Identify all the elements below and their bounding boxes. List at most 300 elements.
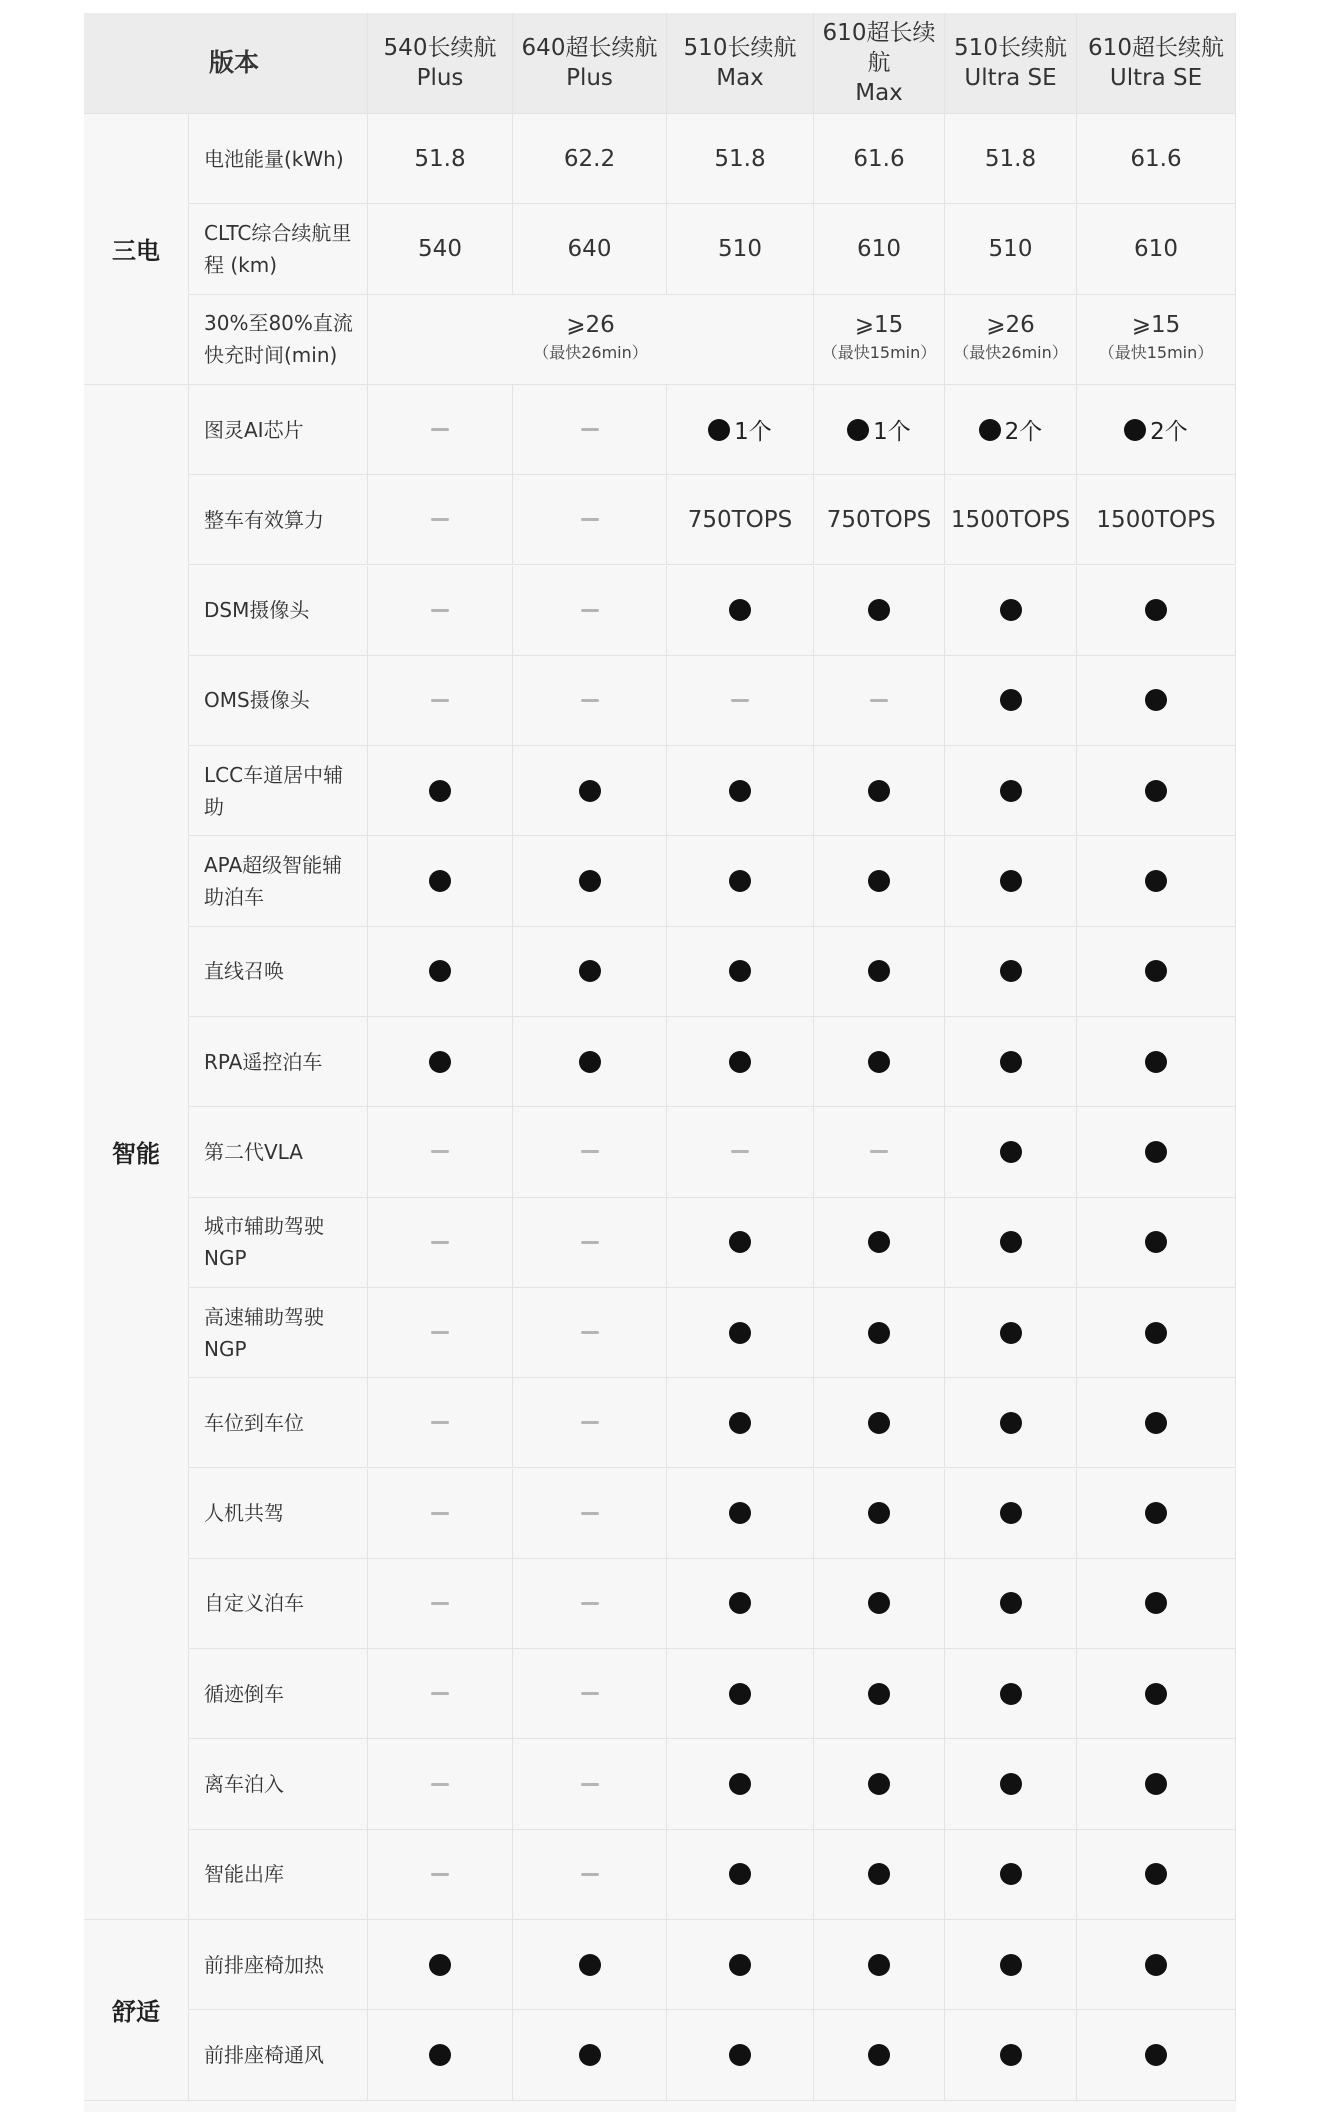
header-version-2 <box>513 13 667 114</box>
value-cell <box>513 1198 667 1288</box>
value-text: 750TOPS <box>826 506 932 533</box>
filled-dot-icon <box>579 870 601 892</box>
feature-name: 智能出库 <box>204 1862 284 1887</box>
value-text: 1500TOPS <box>1096 506 1216 533</box>
filled-dot-icon <box>868 1502 890 1524</box>
value-cell <box>1077 1739 1236 1829</box>
value-text: 61.6 <box>853 145 905 172</box>
filled-dot-icon <box>1000 1412 1022 1434</box>
value-cell <box>513 1378 667 1468</box>
filled-dot-icon <box>868 599 890 621</box>
value-cell <box>513 204 667 294</box>
category-3 <box>84 1920 189 2101</box>
filled-dot-icon <box>1145 870 1167 892</box>
filled-dot-icon <box>429 1051 451 1073</box>
value-stack <box>533 311 648 367</box>
filled-dot-icon <box>1145 1051 1167 1073</box>
value-cell <box>814 1920 945 2010</box>
value-cell <box>667 1288 814 1378</box>
feature-name: 电池能量(kWh) <box>204 146 344 171</box>
header-version-line1: 610超长续航 <box>1088 35 1224 61</box>
value-cell <box>1077 1830 1236 1920</box>
value-cell <box>667 566 814 656</box>
value-cell <box>513 746 667 836</box>
header-version-6 <box>1077 13 1236 114</box>
value-cell <box>667 1198 814 1288</box>
filled-dot-icon <box>868 1322 890 1344</box>
filled-dot-icon <box>868 1592 890 1614</box>
dash-icon <box>870 699 888 702</box>
filled-dot-icon <box>868 1051 890 1073</box>
value-cell <box>1077 836 1236 926</box>
value-cell <box>814 295 945 385</box>
dot-count-text: 2个 <box>1150 419 1188 446</box>
filled-dot-icon <box>868 780 890 802</box>
value-cell <box>368 1107 513 1197</box>
feature-label <box>189 1739 368 1829</box>
header-version-line2: Max <box>855 80 903 106</box>
header-version-line1: 640超长续航 <box>521 35 658 61</box>
value-cell <box>1077 1378 1236 1468</box>
dash-icon <box>431 1783 449 1786</box>
value-cell <box>945 1198 1077 1288</box>
filled-dot-icon <box>579 1051 601 1073</box>
value-cell <box>814 1378 945 1468</box>
dash-icon <box>431 609 449 612</box>
value-cell <box>368 1469 513 1559</box>
filled-dot-icon <box>868 2044 890 2066</box>
filled-dot-icon <box>1000 1322 1022 1344</box>
filled-dot-icon <box>1000 1502 1022 1524</box>
dash-icon <box>581 1602 599 1605</box>
feature-label <box>189 1559 368 1649</box>
dash-icon <box>581 1331 599 1334</box>
header-version-label-stack <box>954 33 1067 93</box>
feature-label <box>189 204 368 294</box>
category-1 <box>84 114 189 385</box>
value-cell <box>945 566 1077 656</box>
value-cell <box>368 385 513 475</box>
filled-dot-icon <box>1000 1231 1022 1253</box>
value-cell <box>368 1649 513 1739</box>
dot-count <box>979 413 1043 446</box>
dash-icon <box>581 1512 599 1515</box>
value-cell <box>945 836 1077 926</box>
feature-name: 第二代VLA <box>204 1139 303 1164</box>
value-cell <box>1077 1559 1236 1649</box>
value-cell <box>1077 475 1236 565</box>
feature-label <box>189 2010 368 2100</box>
category-name: 三电 <box>112 237 160 266</box>
filled-dot-icon <box>847 419 869 441</box>
header-version-1 <box>368 13 513 114</box>
dash-icon <box>431 1421 449 1424</box>
value-cell <box>1077 1649 1236 1739</box>
dash-icon <box>581 1873 599 1876</box>
value-cell <box>667 836 814 926</box>
feature-name: OMS摄像头 <box>204 688 310 713</box>
value-cell <box>368 1920 513 2010</box>
value-cell <box>945 385 1077 475</box>
filled-dot-icon <box>1145 1592 1167 1614</box>
value-cell <box>945 1920 1077 2010</box>
value-cell <box>814 566 945 656</box>
header-version-label <box>84 13 368 114</box>
feature-label <box>189 656 368 746</box>
header-version-line2: Plus <box>566 65 613 91</box>
dash-icon <box>431 1331 449 1334</box>
filled-dot-icon <box>729 1412 751 1434</box>
value-cell <box>368 656 513 746</box>
value-cell <box>667 114 814 204</box>
value-cell <box>945 1107 1077 1197</box>
value-sub: （最快15min） <box>821 343 937 363</box>
category-name: 智能 <box>112 1140 160 1169</box>
value-cell <box>368 2010 513 2100</box>
filled-dot-icon <box>579 780 601 802</box>
filled-dot-icon <box>1000 2044 1022 2066</box>
filled-dot-icon <box>1145 1231 1167 1253</box>
filled-dot-icon <box>1000 1954 1022 1976</box>
value-cell <box>1077 295 1236 385</box>
header-version-5 <box>945 13 1077 114</box>
dash-icon <box>870 1150 888 1153</box>
value-cell <box>814 1559 945 1649</box>
value-cell <box>945 2010 1077 2100</box>
dash-icon <box>431 1692 449 1695</box>
filled-dot-icon <box>729 1954 751 1976</box>
feature-label <box>189 1920 368 2010</box>
filled-dot-icon <box>1000 780 1022 802</box>
value-cell <box>814 1649 945 1739</box>
filled-dot-icon <box>429 870 451 892</box>
filled-dot-icon <box>579 1954 601 1976</box>
feature-name: 整车有效算力 <box>204 507 324 532</box>
filled-dot-icon <box>1145 1322 1167 1344</box>
dot-count <box>1124 413 1188 446</box>
header-version-line1: 510长续航 <box>954 35 1067 61</box>
value-cell <box>945 475 1077 565</box>
value-cell <box>513 566 667 656</box>
feature-name: 直线召唤 <box>204 959 284 984</box>
filled-dot-icon <box>1145 1773 1167 1795</box>
filled-dot-icon <box>429 780 451 802</box>
filled-dot-icon <box>729 1322 751 1344</box>
filled-dot-icon <box>1000 1863 1022 1885</box>
filled-dot-icon <box>1145 1502 1167 1524</box>
value-cell <box>513 1559 667 1649</box>
value-cell <box>513 1288 667 1378</box>
value-cell <box>368 1559 513 1649</box>
value-cell <box>667 1920 814 2010</box>
filled-dot-icon <box>729 1863 751 1885</box>
feature-name: 30%至80%直流快充时间(min) <box>204 311 353 368</box>
header-version-label-stack <box>384 33 497 93</box>
filled-dot-icon <box>579 960 601 982</box>
filled-dot-icon <box>868 1863 890 1885</box>
filled-dot-icon <box>729 599 751 621</box>
value-cell <box>368 927 513 1017</box>
feature-label <box>189 385 368 475</box>
value-cell <box>368 1739 513 1829</box>
value-text: 61.6 <box>1130 145 1182 172</box>
filled-dot-icon <box>1000 870 1022 892</box>
filled-dot-icon <box>1000 1141 1022 1163</box>
value-main: ⩾15 <box>1131 312 1181 339</box>
dash-icon <box>581 1692 599 1695</box>
dash-icon <box>431 699 449 702</box>
filled-dot-icon <box>868 1412 890 1434</box>
value-text: 640 <box>567 235 612 262</box>
value-sub: （最快26min） <box>953 343 1068 363</box>
feature-name: 车位到车位 <box>204 1410 304 1435</box>
value-cell <box>513 1107 667 1197</box>
dash-icon <box>581 699 599 702</box>
dash-icon <box>431 1241 449 1244</box>
value-text: 51.8 <box>984 145 1037 172</box>
header-version-line1: 540长续航 <box>383 35 497 61</box>
feature-name: RPA遥控泊车 <box>204 1049 323 1074</box>
value-cell <box>1077 566 1236 656</box>
value-cell <box>368 836 513 926</box>
feature-name: 人机共驾 <box>204 1501 284 1526</box>
value-cell <box>667 1739 814 1829</box>
value-cell <box>513 1017 667 1107</box>
header-version-line2: Max <box>716 65 764 91</box>
value-cell <box>1077 1017 1236 1107</box>
filled-dot-icon <box>1000 1051 1022 1073</box>
value-cell <box>513 1469 667 1559</box>
value-cell <box>368 204 513 294</box>
value-cell <box>513 1920 667 2010</box>
header-version-line2: Ultra SE <box>1109 65 1203 91</box>
dot-count-text: 1个 <box>873 419 911 446</box>
value-cell <box>945 204 1077 294</box>
value-cell <box>368 295 814 385</box>
dash-icon <box>431 518 449 521</box>
dot-count <box>847 413 911 446</box>
dash-icon <box>431 1602 449 1605</box>
filled-dot-icon <box>868 1954 890 1976</box>
filled-dot-icon <box>729 1592 751 1614</box>
filled-dot-icon <box>868 1231 890 1253</box>
value-cell <box>945 114 1077 204</box>
feature-label <box>189 1288 368 1378</box>
value-cell <box>667 927 814 1017</box>
value-main: ⩾26 <box>566 312 615 339</box>
value-text: 510 <box>718 235 762 262</box>
value-cell <box>368 114 513 204</box>
filled-dot-icon <box>979 419 1001 441</box>
feature-name: 图灵AI芯片 <box>204 417 304 442</box>
value-cell <box>1077 114 1236 204</box>
value-cell <box>368 475 513 565</box>
filled-dot-icon <box>1145 780 1167 802</box>
filled-dot-icon <box>1000 1592 1022 1614</box>
filled-dot-icon <box>729 870 751 892</box>
value-cell <box>667 1017 814 1107</box>
value-cell <box>814 2010 945 2100</box>
filled-dot-icon <box>1145 1141 1167 1163</box>
value-cell <box>1077 2010 1236 2100</box>
dash-icon <box>581 609 599 612</box>
filled-dot-icon <box>429 2044 451 2066</box>
value-cell <box>814 1288 945 1378</box>
value-cell <box>814 204 945 294</box>
value-stack <box>822 311 937 367</box>
value-text: 610 <box>857 235 901 262</box>
header-version-3 <box>667 13 814 114</box>
filled-dot-icon <box>1000 1773 1022 1795</box>
feature-name: 高速辅助驾驶NGP <box>204 1304 324 1361</box>
feature-name: 城市辅助驾驶NGP <box>204 1214 324 1271</box>
value-cell <box>667 204 814 294</box>
value-cell <box>814 1469 945 1559</box>
value-cell <box>368 1378 513 1468</box>
value-cell <box>814 836 945 926</box>
filled-dot-icon <box>868 870 890 892</box>
feature-name: APA超级智能辅助泊车 <box>204 853 343 910</box>
value-text: 610 <box>1134 235 1178 262</box>
header-version-line1: 510长续航 <box>683 35 797 61</box>
value-cell <box>814 927 945 1017</box>
value-text: 750TOPS <box>687 506 793 533</box>
value-cell <box>814 475 945 565</box>
value-cell <box>513 385 667 475</box>
feature-name: 前排座椅通风 <box>204 2042 324 2067</box>
filled-dot-icon <box>868 1683 890 1705</box>
value-cell <box>368 566 513 656</box>
feature-label <box>189 1649 368 1739</box>
feature-label <box>189 1107 368 1197</box>
value-cell <box>1077 1920 1236 2010</box>
filled-dot-icon <box>729 960 751 982</box>
feature-name: DSM摄像头 <box>204 598 310 623</box>
filled-dot-icon <box>1000 1683 1022 1705</box>
filled-dot-icon <box>868 960 890 982</box>
filled-dot-icon <box>708 419 730 441</box>
value-stack <box>1099 311 1214 367</box>
filled-dot-icon <box>1145 1412 1167 1434</box>
header-version-label-stack <box>522 33 658 93</box>
value-cell <box>513 475 667 565</box>
value-cell <box>1077 1469 1236 1559</box>
feature-label <box>189 295 368 385</box>
value-cell <box>667 2010 814 2100</box>
value-cell <box>1077 746 1236 836</box>
feature-label <box>189 475 368 565</box>
filled-dot-icon <box>729 1051 751 1073</box>
dash-icon <box>581 428 599 431</box>
value-cell <box>814 385 945 475</box>
value-cell <box>513 1739 667 1829</box>
value-cell <box>667 1107 814 1197</box>
value-text: 540 <box>418 235 462 262</box>
header-version-label-stack <box>814 18 944 108</box>
filled-dot-icon <box>868 1773 890 1795</box>
feature-label <box>189 1378 368 1468</box>
filled-dot-icon <box>429 960 451 982</box>
filled-dot-icon <box>729 1231 751 1253</box>
header-version-text: 版本 <box>209 48 260 77</box>
value-cell <box>368 1017 513 1107</box>
feature-name: 循迹倒车 <box>204 1681 284 1706</box>
filled-dot-icon <box>1000 689 1022 711</box>
value-cell <box>513 656 667 746</box>
dash-icon <box>431 428 449 431</box>
filled-dot-icon <box>1145 1954 1167 1976</box>
spec-table <box>84 13 1236 2112</box>
value-cell <box>945 1830 1077 1920</box>
value-sub: （最快26min） <box>533 343 648 363</box>
value-cell <box>945 656 1077 746</box>
dash-icon <box>581 1150 599 1153</box>
value-text: 62.2 <box>563 145 616 172</box>
feature-label <box>189 566 368 656</box>
feature-label <box>189 927 368 1017</box>
dash-icon <box>581 1783 599 1786</box>
header-version-line1: 610超长续航 <box>822 20 936 76</box>
value-cell <box>814 1739 945 1829</box>
header-version-label-stack <box>1088 33 1224 93</box>
value-cell <box>368 1830 513 1920</box>
value-cell <box>945 1469 1077 1559</box>
value-cell <box>814 1830 945 1920</box>
value-cell <box>513 836 667 926</box>
value-cell <box>945 927 1077 1017</box>
filled-dot-icon <box>429 1954 451 1976</box>
dash-icon <box>731 699 749 702</box>
dash-icon <box>581 1421 599 1424</box>
value-sub: （最快15min） <box>1098 343 1214 363</box>
dash-icon <box>431 1873 449 1876</box>
dash-icon <box>431 1150 449 1153</box>
header-version-line2: Ultra SE <box>964 65 1057 91</box>
value-cell <box>513 1649 667 1739</box>
filled-dot-icon <box>1145 1683 1167 1705</box>
value-main: ⩾15 <box>854 312 904 339</box>
value-cell <box>945 1017 1077 1107</box>
filled-dot-icon <box>1145 2044 1167 2066</box>
feature-name: 自定义泊车 <box>204 1591 304 1616</box>
value-cell <box>1077 927 1236 1017</box>
value-main: ⩾26 <box>986 312 1035 339</box>
feature-label <box>189 1198 368 1288</box>
value-cell <box>1077 1288 1236 1378</box>
filled-dot-icon <box>1145 1863 1167 1885</box>
value-cell <box>1077 385 1236 475</box>
value-cell <box>667 385 814 475</box>
value-cell <box>945 295 1077 385</box>
feature-name: CLTC综合续航里程 (km) <box>204 220 352 277</box>
feature-label <box>189 1017 368 1107</box>
filled-dot-icon <box>729 2044 751 2066</box>
value-cell <box>513 2010 667 2100</box>
dash-icon <box>581 518 599 521</box>
value-stack <box>953 311 1068 367</box>
value-cell <box>814 1107 945 1197</box>
feature-label <box>189 1469 368 1559</box>
value-cell <box>667 1559 814 1649</box>
value-text: 510 <box>988 235 1033 262</box>
category-2 <box>84 385 189 1920</box>
filled-dot-icon <box>1145 599 1167 621</box>
header-version-line2: Plus <box>416 65 464 91</box>
feature-label <box>189 746 368 836</box>
value-text: 51.8 <box>714 145 766 172</box>
value-cell <box>814 1017 945 1107</box>
header-version-4 <box>814 13 945 114</box>
